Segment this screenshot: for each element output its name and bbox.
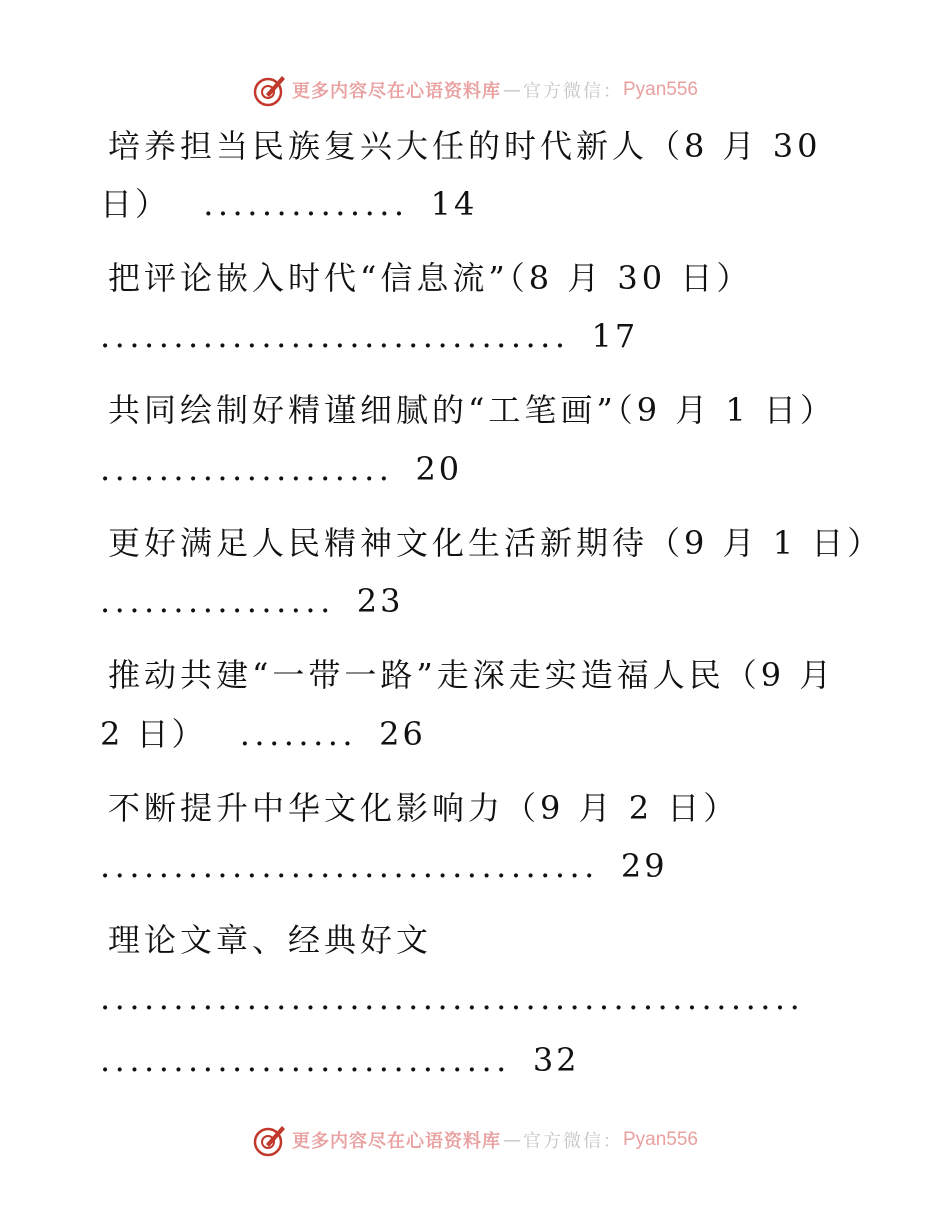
- toc-title: 推动共建“一带一路”走深走实造福人民（9 月: [108, 656, 836, 694]
- toc-page-number: 20: [415, 450, 463, 488]
- toc-page-number: 26: [379, 715, 426, 753]
- footer-watermark: [0, 1120, 950, 1160]
- toc-entry-leader-line: [100, 978, 804, 1018]
- watermark-wechat-label: 官方微信：: [522, 1131, 623, 1152]
- toc-entry-continuation: [100, 184, 477, 224]
- watermark-site-name: 更多内容尽在心语资料库: [291, 1131, 501, 1152]
- toc-title: 更好满足人民精神文化生活新期待（9 月 1 日）: [108, 524, 884, 562]
- watermark-dash: —: [502, 79, 521, 101]
- watermark-dash: —: [502, 1129, 521, 1151]
- toc-page-number: 17: [591, 317, 639, 355]
- pen-logo-icon: [252, 72, 288, 108]
- toc-leader-dots: ................................................: [100, 979, 805, 1017]
- toc-entry-leader-line: [100, 581, 403, 621]
- toc-leader-dots: ..............: [203, 185, 409, 223]
- toc-entry-leader-line: [100, 1040, 580, 1080]
- toc-leader-dots: ............................: [100, 1041, 511, 1079]
- toc-title: 把评论嵌入时代“信息流”（8 月 30 日）: [108, 259, 753, 297]
- toc-entry-continuation: [100, 714, 426, 754]
- toc-entry-leader-line: [100, 846, 668, 886]
- pen-logo-icon: [252, 1122, 288, 1158]
- toc-page-number: 32: [532, 1041, 580, 1079]
- toc-title: 培养担当民族复兴大任的时代新人（8 月 30: [108, 127, 822, 165]
- watermark-wechat-label: 官方微信：: [522, 81, 623, 102]
- header-watermark: [0, 70, 950, 110]
- toc-title: 共同绘制好精谨细腻的“工笔画”（9 月 1 日）: [108, 391, 836, 429]
- watermark-wechat-id: Pyan556: [622, 79, 698, 100]
- toc-leader-dots: ....................: [100, 450, 394, 488]
- toc-leader-dots: ........: [239, 715, 358, 753]
- toc-leader-dots: ................................: [100, 317, 570, 355]
- toc-title: 不断提升中华文化影响力（9 月 2 日）: [108, 789, 740, 827]
- toc-entry-leader-line: [100, 316, 638, 356]
- toc-page-number: 14: [430, 185, 478, 223]
- toc-page-number: 29: [620, 847, 668, 885]
- watermark-wechat-id: Pyan556: [622, 1129, 698, 1150]
- toc-page-number: 23: [356, 582, 404, 620]
- watermark-site-name: 更多内容尽在心语资料库: [291, 81, 501, 102]
- toc-title: 理论文章、经典好文: [108, 921, 433, 959]
- toc-title-continuation: 日）: [100, 185, 171, 223]
- toc-title-continuation: 2 日）: [100, 715, 207, 753]
- toc-entry-leader-line: [100, 449, 462, 489]
- toc-leader-dots: ..................................: [100, 847, 599, 885]
- toc-leader-dots: ................: [100, 582, 335, 620]
